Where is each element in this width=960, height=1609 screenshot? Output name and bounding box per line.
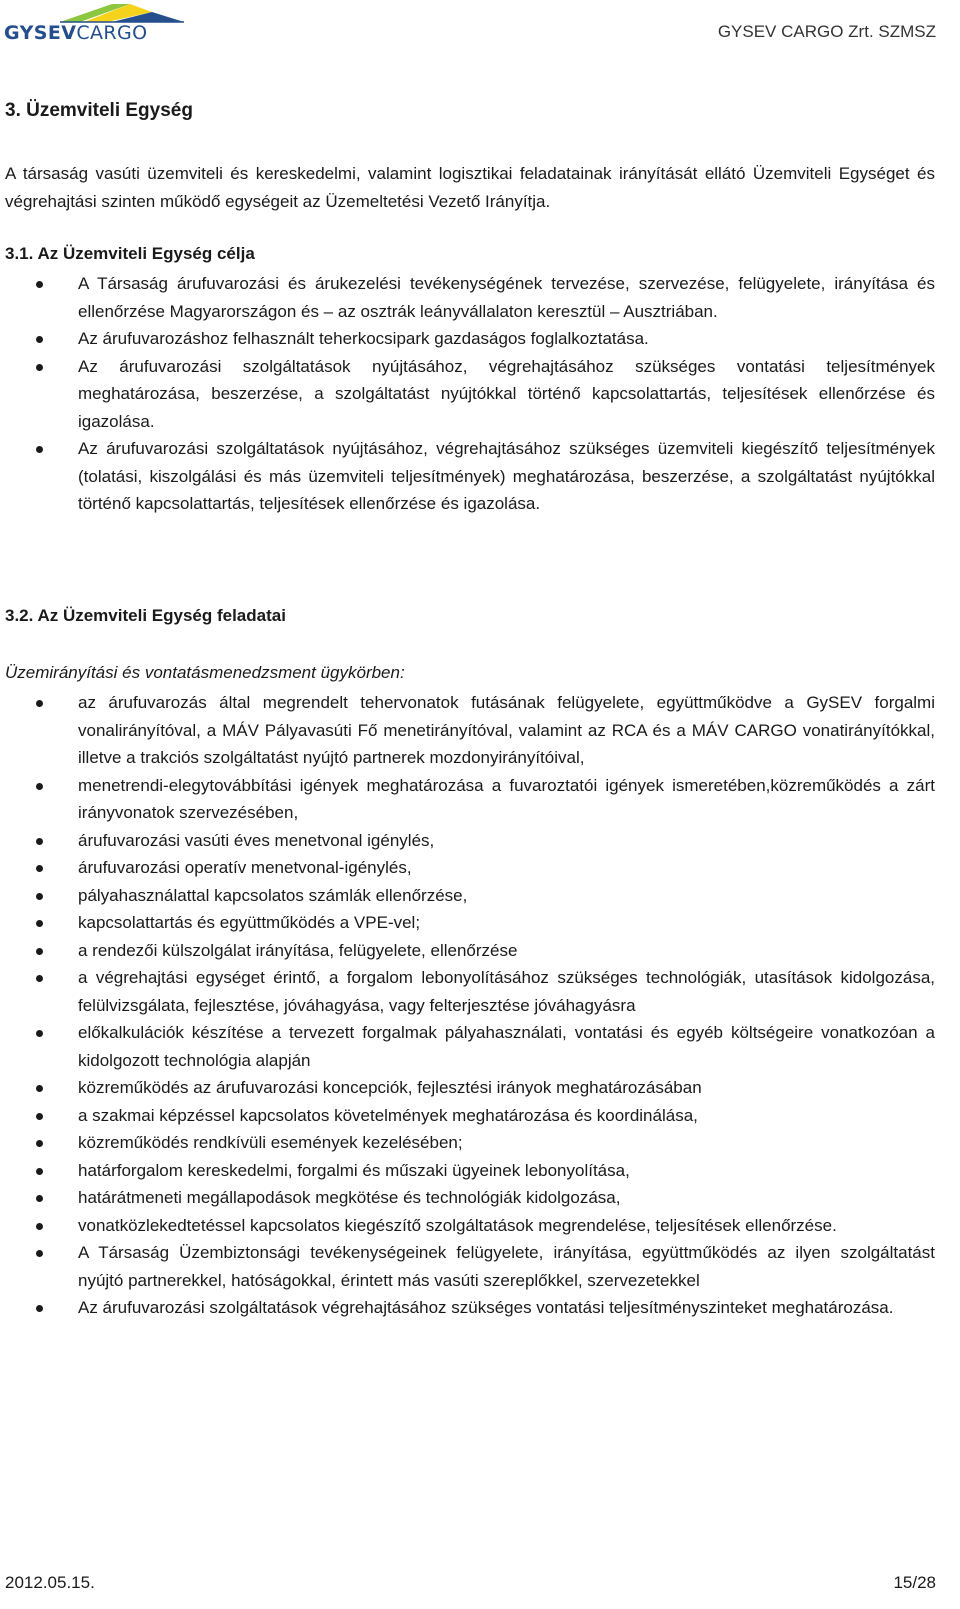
logo-wordmark: GYSEVCARGO [4,22,148,44]
list-item: menetrendi-elegytovábbítási igények meghatározása a fuvaroztatói igények ismeretében,közreműködés a zárt irányvonatok szervezésében, [0,772,935,827]
list-item: határforgalom kereskedelmi, forgalmi és műszaki ügyeinek lebonyolítása, [0,1157,935,1185]
list-item: árufuvarozási operatív menetvonal-igénylés, [0,854,935,882]
bullet-icon [36,1250,43,1257]
company-logo [2,2,187,48]
bullet-icon [36,446,43,453]
bullet-icon [36,975,43,982]
bullet-icon [36,700,43,707]
list-item: kapcsolattartás és együttműködés a VPE-vel; [0,909,935,937]
list-item: az árufuvarozás által megrendelt tehervonatok futásának felügyelete, együttműködve a GySEV forgalmi vonalirányítóval, a MÁV Pályavasúti Fő menetirányítóval, valamint az RCA és a MÁV CARGO vonatirányítókkal, illetve a trakciós szolgáltatást nyújtó partnerek mozdonyirányítóival, [0,689,935,772]
footer-page-number: 15/28 [893,1573,936,1592]
bullet-icon [36,281,43,288]
section-intro: A társaság vasúti üzemviteli és kereskedelmi, valamint logisztikai feladatainak irányítását ellátó Üzemviteli Egységet és végrehajtási szinten működő egységeit az Üzemeltetési Vezető Irányítja. [5,164,935,211]
bullet-icon [36,336,43,343]
document-label: GYSEV CARGO Zrt. SZMSZ [717,22,936,41]
list-item: Az árufuvarozási szolgáltatások nyújtásához, végrehajtásához szükséges vontatási teljesítmények meghatározása, beszerzése, a szolgáltatást nyújtókkal történő kapcsolattartás, teljesítések ellenőrzése és igazolása. [0,353,935,436]
list-item: a szakmai képzéssel kapcsolatos követelmények meghatározása és koordinálása, [0,1102,935,1130]
list-item: A Társaság Üzembiztonsági tevékenységeinek felügyelete, irányítása, együttműködés az ilyen szolgáltatást nyújtó partnerekkel, hatóságokkal, érintett más vasúti szereplőkkel, szervezetekkel [0,1239,935,1294]
list-item: Az árufuvarozási szolgáltatások nyújtásához, végrehajtásához szükséges üzemviteli kiegészítő teljesítmények (tolatási, kiszolgálási és más üzemviteli teljesítmények) meghatározása, beszerzése, a szolgáltatást nyújtókkal történő kapcsolattartás, teljesítések ellenőrzése és igazolása. [0,435,935,518]
list-item: a rendezői külszolgálat irányítása, felügyelete, ellenőrzése [0,937,935,965]
subsection-3-1-heading: 3.1. Az Üzemviteli Egység célja [5,244,255,263]
subsection-3-1-list [0,270,935,518]
list-item: A Társaság árufuvarozási és árukezelési tevékenységének tervezése, szervezése, felügyelete, irányítása és ellenőrzése Magyarországon és – az osztrák leányvállalaton keresztül – Ausztriában. [0,270,935,325]
list-item: vonatközlekedtetéssel kapcsolatos kiegészítő szolgáltatások megrendelése, teljesítések ellenőrzése. [0,1212,935,1240]
list-item: határátmeneti megállapodások megkötése és technológiák kidolgozása, [0,1184,935,1212]
list-item: előkalkulációk készítése a tervezett forgalmak pályahasználati, vontatási és egyéb költségeire vonatkozóan a kidolgozott technológia alapján [0,1019,935,1074]
list-item: pályahasználattal kapcsolatos számlák ellenőrzése, [0,882,935,910]
list-item: közreműködés az árufuvarozási koncepciók, fejlesztési irányok meghatározásában [0,1074,935,1102]
subsection-3-2-list [0,689,935,1322]
bullet-icon [36,1030,43,1037]
bullet-icon [36,1305,43,1312]
subsection-3-2-heading: 3.2. Az Üzemviteli Egység feladatai [5,606,286,625]
list-item: Az árufuvarozási szolgáltatások végrehajtásához szükséges vontatási teljesítményszinteket meghatározása. [0,1294,935,1322]
bullet-icon [36,364,43,371]
bullet-icon [36,893,43,900]
bullet-icon [36,1168,43,1175]
list-item: Az árufuvarozáshoz felhasznált teherkocsipark gazdaságos foglalkoztatása. [0,325,935,353]
bullet-icon [36,1195,43,1202]
list-item: a végrehajtási egységet érintő, a forgalom lebonyolításához szükséges technológiák, utasítások kidolgozása, felülvizsgálata, fejlesztése, jóváhagyása, vagy felterjesztése jóváhagyásra [0,964,935,1019]
subsection-3-2-subheading: Üzemirányítási és vontatásmenedzsment ügykörben: [5,663,405,682]
list-item: közreműködés rendkívüli események kezelésében; [0,1129,935,1157]
page-header [0,0,960,50]
section-title: 3. Üzemviteli Egység [5,100,193,121]
bullet-icon [36,1085,43,1092]
bullet-icon [36,920,43,927]
bullet-icon [36,948,43,955]
footer-date: 2012.05.15. [5,1573,95,1592]
bullet-icon [36,1140,43,1147]
list-item: árufuvarozási vasúti éves menetvonal igénylés, [0,827,935,855]
bullet-icon [36,1113,43,1120]
logo-swoosh-icon [2,2,187,24]
bullet-icon [36,1223,43,1230]
bullet-icon [36,838,43,845]
bullet-icon [36,865,43,872]
bullet-icon [36,783,43,790]
